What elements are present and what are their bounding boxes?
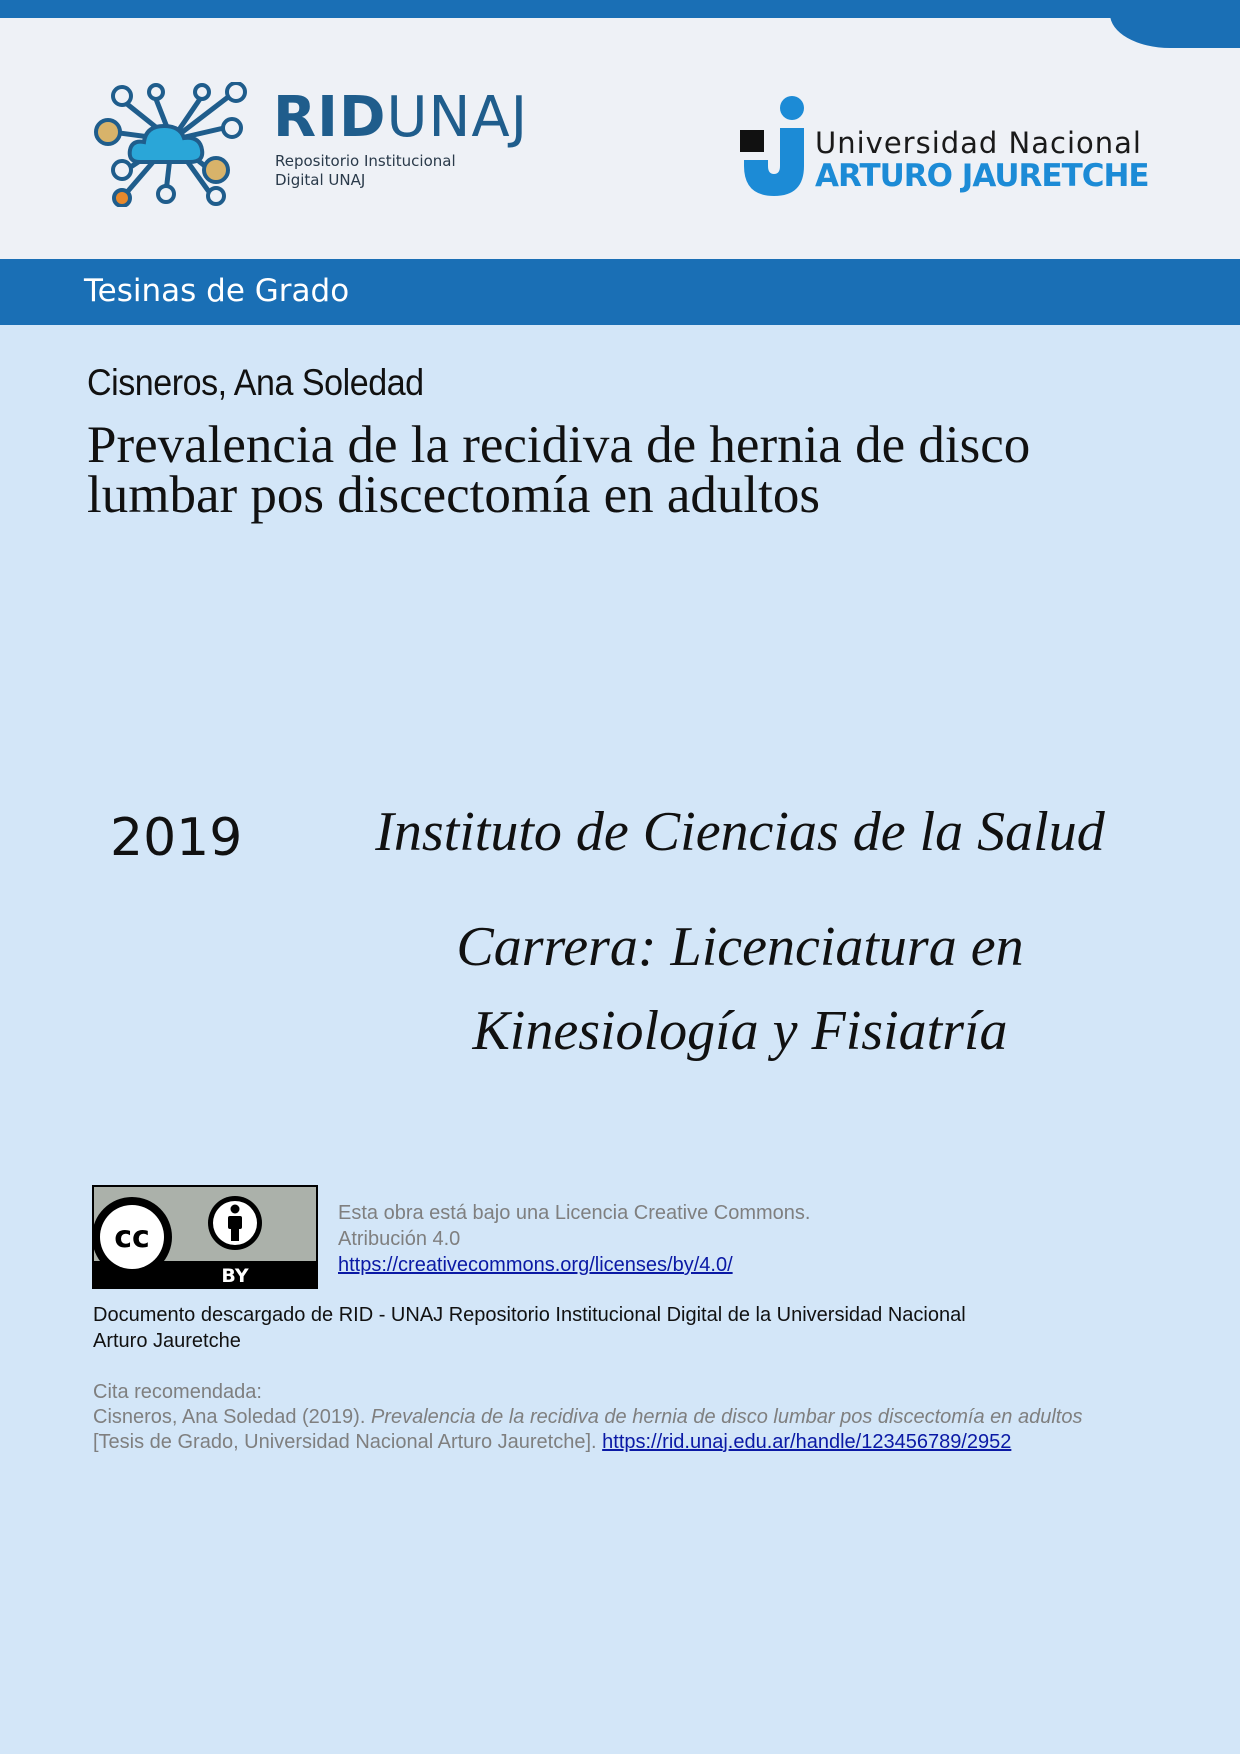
- ridunaj-subtitle-line2: Digital UNAJ: [275, 171, 366, 189]
- by-label: BY: [221, 1265, 249, 1287]
- citation-title: Prevalencia de la recidiva de hernia de disco lumbar pos discectomía en adultos: [370, 1406, 1083, 1428]
- publication-year: 2019: [110, 808, 243, 868]
- unaj-j-icon: [740, 96, 810, 200]
- cc-by-badge: [92, 1185, 318, 1289]
- collection-label: Tesinas de Grado: [84, 273, 350, 309]
- header: [0, 0, 1240, 260]
- rid-word-bold: RID: [273, 85, 387, 150]
- unaj-logo: [740, 96, 1150, 206]
- top-tab-decoration: [1110, 0, 1240, 48]
- author-name: Cisneros, Ana Soledad: [87, 362, 424, 403]
- download-notice: Documento descargado de RID - UNAJ Repositorio Institucional Digital de la Universidad Nacional Arturo Jauretche: [93, 1304, 966, 1352]
- citation-rest: [Tesis de Grado, Universidad Nacional Arturo Jauretche].: [93, 1431, 603, 1453]
- citation-heading: Cita recomendada:: [93, 1381, 262, 1403]
- unaj-name-line2: ARTURO JAURETCHE: [815, 158, 1149, 194]
- institute-name: Instituto de Ciencias de la Salud: [375, 801, 1105, 863]
- network-cloud-icon: [92, 82, 252, 207]
- ridunaj-subtitle: [275, 152, 456, 190]
- license-link[interactable]: https://creativecommons.org/licenses/by/4.0/: [338, 1254, 733, 1276]
- career-name: Carrera: Licenciatura en Kinesiología y Fisiatría: [456, 916, 1024, 1062]
- license-text: [338, 1200, 810, 1278]
- citation-link[interactable]: https://rid.unaj.edu.ar/handle/123456789/2952: [602, 1431, 1012, 1453]
- document-title: Prevalencia de la recidiva de hernia de disco lumbar pos discectomía en adultos: [87, 416, 1031, 524]
- ridunaj-subtitle-line1: Repositorio Institucional: [275, 152, 456, 170]
- attribution-person-icon: [208, 1196, 262, 1250]
- rid-word-light: UNAJ: [386, 85, 529, 150]
- license-line2: Atribución 4.0: [338, 1228, 461, 1250]
- citation-author-year: Cisneros, Ana Soledad (2019).: [93, 1406, 371, 1428]
- top-stripe: [0, 0, 1240, 18]
- collection-band: [0, 259, 1240, 325]
- citation-block: [93, 1380, 1203, 1455]
- ridunaj-wordmark: [273, 85, 529, 150]
- ridunaj-logo: [92, 82, 532, 207]
- citation-body: [93, 1405, 1203, 1455]
- cc-badge-label: cc: [114, 1220, 150, 1255]
- unaj-name-line1: Universidad Nacional: [815, 126, 1142, 160]
- license-line1: Esta obra está bajo una Licencia Creative Commons.: [338, 1202, 811, 1224]
- creative-commons-icon: [92, 1197, 172, 1277]
